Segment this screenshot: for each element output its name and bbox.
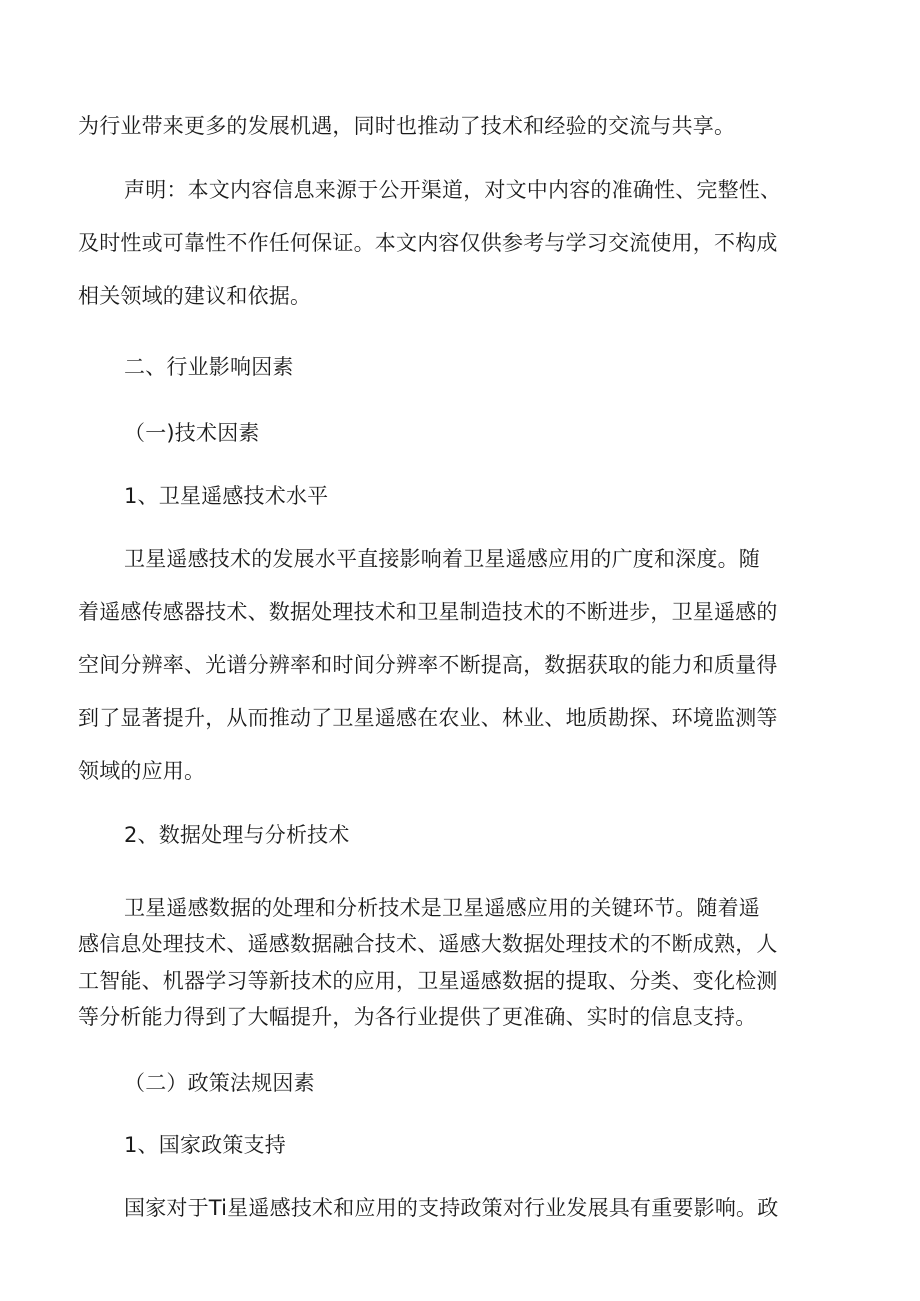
paragraph-line: 等分析能力得到了大幅提升，为各行业提供了更准确、实时的信息支持。 [78, 1005, 757, 1029]
item-heading: 1、卫星遥感技术水平 [124, 484, 329, 508]
disclaimer-line: 及时性或可靠性不作任何保证。本文内容仅供参考与学习交流使用，不构成 [78, 231, 778, 255]
paragraph-line: 国家对于Ti星遥感技术和应用的支持政策对行业发展具有重要影响。政 [124, 1196, 779, 1220]
paragraph-line: 空间分辨率、光谱分辨率和时间分辨率不断提高，数据获取的能力和质量得 [78, 653, 778, 677]
paragraph-line: 卫星遥感数据的处理和分析技术是卫星遥感应用的关键环节。随着遥 [124, 896, 760, 920]
paragraph-line: 感信息处理技术、遥感数据融合技术、遥感大数据处理技术的不断成熟，人 [78, 932, 778, 956]
item-heading: 1、国家政策支持 [124, 1133, 286, 1157]
section-heading: 二、行业影响因素 [124, 355, 294, 379]
subsection-heading: （一)技术因素 [124, 421, 260, 445]
paragraph-line: 卫星遥感技术的发展水平直接影响着卫星遥感应用的广度和深度。随 [124, 547, 760, 571]
paragraph-line: 着遥感传感器技术、数据处理技术和卫星制造技术的不断进步，卫星遥感的 [78, 600, 778, 624]
paragraph-line: 为行业带来更多的发展机遇，同时也推动了技术和经验的交流与共享。 [78, 114, 736, 138]
paragraph-line: 到了显著提升，从而推动了卫星遥感在农业、林业、地质勘探、环境监测等 [78, 706, 778, 730]
disclaimer-line: 相关领域的建议和依据。 [78, 284, 312, 308]
paragraph-line: 工智能、机器学习等新技术的应用，卫星遥感数据的提取、分类、变化检测 [78, 969, 778, 993]
paragraph-line: 领域的应用。 [78, 759, 206, 783]
disclaimer-line: 声明：本文内容信息来源于公开渠道，对文中内容的准确性、完整性、 [124, 178, 782, 202]
item-heading: 2、数据处理与分析技术 [124, 823, 350, 847]
subsection-heading: （二）政策法规因素 [124, 1071, 315, 1095]
